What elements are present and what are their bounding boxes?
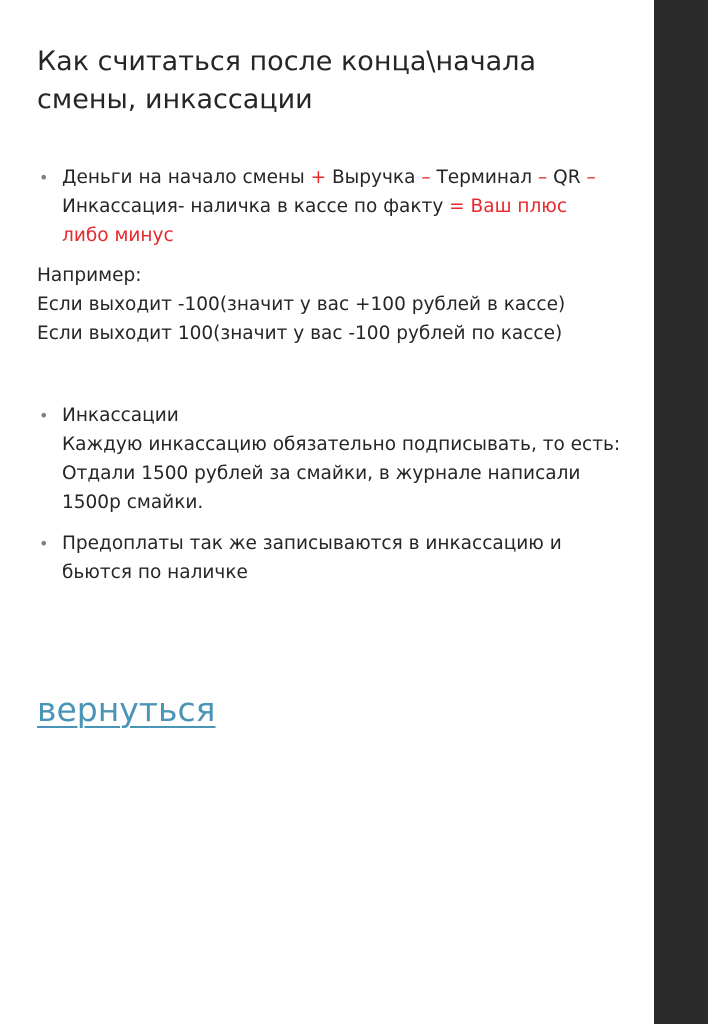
example-line-2: Если выходит 100(значит у вас -100 рублей по кассе) bbox=[37, 323, 563, 344]
collection-text bbox=[62, 401, 637, 517]
prepayment-line-2: бьются по наличке bbox=[62, 562, 248, 583]
side-bar bbox=[654, 0, 708, 1024]
collection-heading: Инкассации bbox=[62, 405, 179, 426]
collection-line-3: 1500р смайки. bbox=[62, 492, 204, 513]
formula-part-4: QR bbox=[547, 167, 587, 188]
formula-minus-3: – bbox=[586, 167, 596, 188]
example-block bbox=[37, 261, 637, 348]
formula-result: = Ваш плюс bbox=[449, 196, 568, 217]
back-link[interactable]: вернуться bbox=[37, 690, 216, 729]
prepayment-bullet bbox=[37, 529, 637, 587]
bullet-icon: • bbox=[39, 406, 49, 425]
bullet-icon: • bbox=[39, 534, 49, 553]
formula-minus-2: – bbox=[538, 167, 548, 188]
formula-text bbox=[62, 163, 637, 250]
formula-line-3: либо минус bbox=[62, 225, 174, 246]
collection-line-2: Отдали 1500 рублей за смайки, в журнале написали bbox=[62, 463, 581, 484]
formula-minus-1: – bbox=[421, 167, 431, 188]
formula-part-1: Деньги на начало смены bbox=[62, 167, 311, 188]
formula-part-3: Терминал bbox=[430, 167, 538, 188]
prepayment-text bbox=[62, 529, 637, 587]
example-line-1: Если выходит -100(значит у вас +100 рублей в кассе) bbox=[37, 294, 566, 315]
bullet-icon: • bbox=[39, 168, 49, 187]
collection-line-1: Каждую инкассацию обязательно подписывать, то есть: bbox=[62, 434, 621, 455]
slide-title bbox=[37, 43, 637, 119]
formula-line-2: Инкассация- наличка в кассе по факту bbox=[62, 196, 450, 217]
title-line-1: Как считаться после конца\начала bbox=[37, 46, 536, 77]
formula-plus: + bbox=[310, 167, 327, 188]
collection-bullet bbox=[37, 401, 637, 517]
example-label: Например: bbox=[37, 265, 142, 286]
formula-part-2: Выручка bbox=[326, 167, 422, 188]
title-line-2: смены, инкассации bbox=[37, 84, 313, 115]
prepayment-line-1: Предоплаты так же записываются в инкассацию и bbox=[62, 533, 562, 554]
formula-bullet bbox=[37, 163, 637, 250]
